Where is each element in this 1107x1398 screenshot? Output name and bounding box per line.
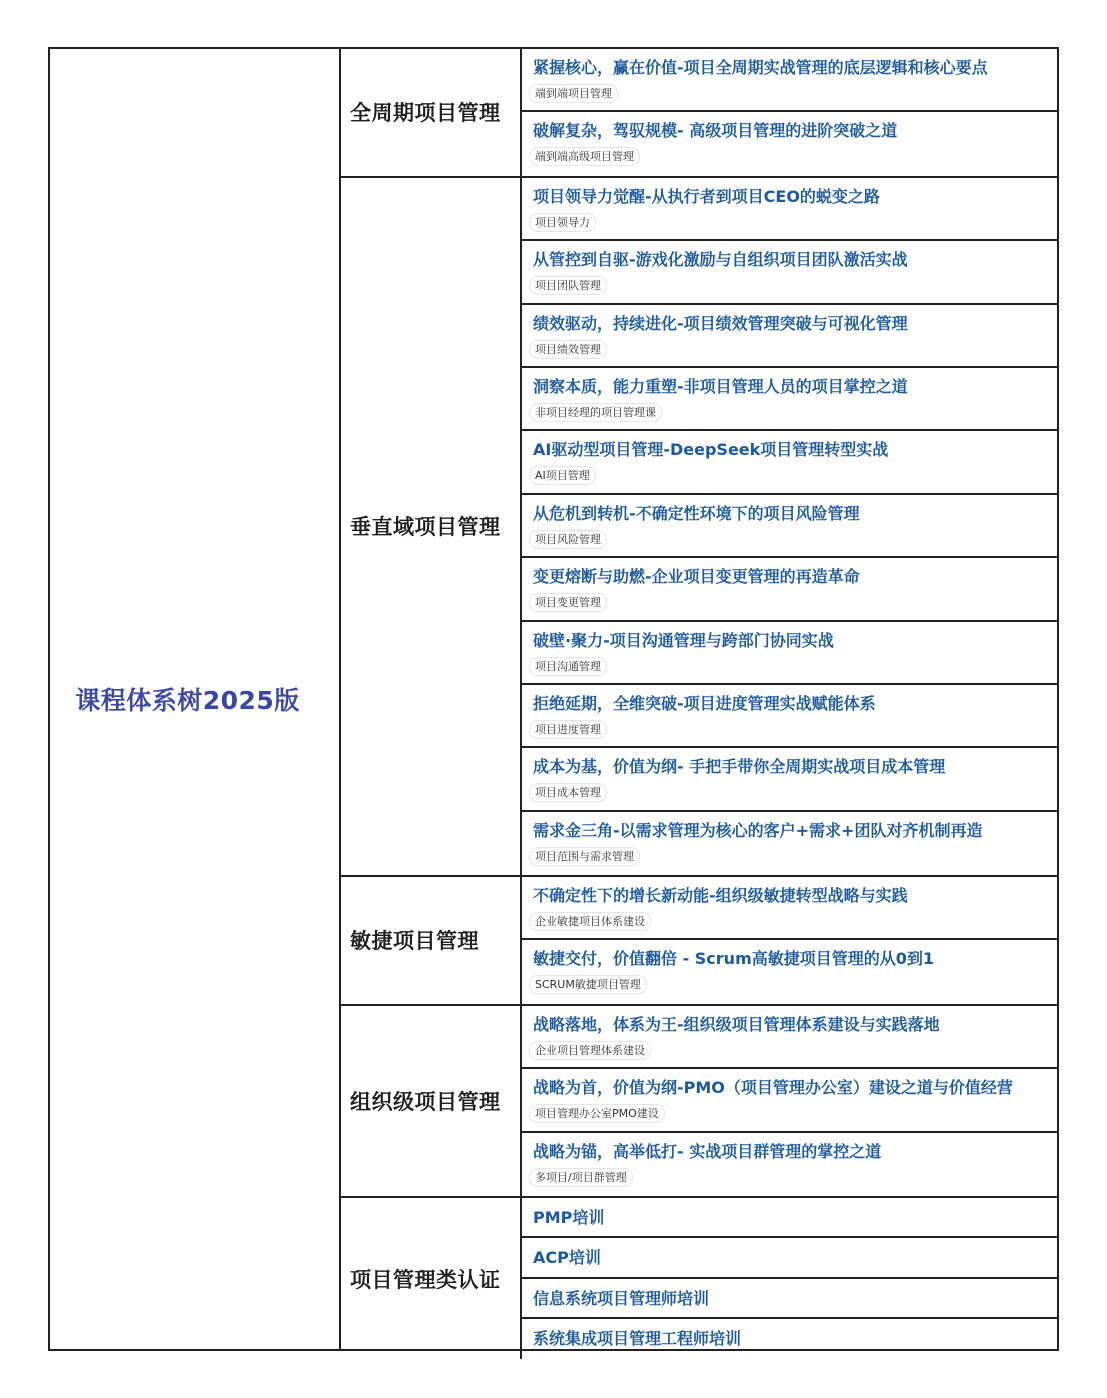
course-list [522,49,1057,176]
course-item[interactable] [522,748,1057,811]
course-tag: 企业项目管理体系建设 [529,1041,651,1060]
course-title-link[interactable]: 不确定性下的增长新动能-组织级敏捷转型战略与实践 [533,886,908,906]
course-item[interactable] [522,178,1057,241]
course-tag: 项目风险管理 [529,530,607,549]
course-item[interactable] [522,431,1057,494]
course-tag: 项目进度管理 [529,720,607,739]
course-item[interactable] [522,1069,1057,1132]
course-title-link[interactable]: 需求金三角-以需求管理为核心的客户+需求+团队对齐机制再造 [533,820,983,840]
course-tag: 端到端高级项目管理 [529,147,640,166]
course-tag: 端到端项目管理 [529,84,618,103]
category-label-cell [341,1198,522,1359]
course-item[interactable] [522,940,1057,1003]
category-vertical-domain [341,178,1057,877]
course-item[interactable] [522,368,1057,431]
course-title-link[interactable]: 战略落地，体系为王-组织级项目管理体系建设与实践落地 [533,1014,940,1034]
course-title-link[interactable]: 成本为基，价值为纲- 手把手带你全周期实战项目成本管理 [533,757,946,777]
course-tag: 项目团队管理 [529,276,607,295]
course-title-link[interactable]: ACP培训 [533,1248,601,1268]
category-label-cell [341,49,522,176]
course-item[interactable] [522,1279,1057,1319]
category-label: 组织级项目管理 [350,1089,501,1114]
course-title-link[interactable]: 从管控到自驱-游戏化激励与自组织项目团队激活实战 [533,250,908,270]
course-list [522,877,1057,1004]
course-title-link[interactable]: 战略为首，价值为纲-PMO（项目管理办公室）建设之道与价值经营 [533,1078,1013,1098]
course-tag: 项目管理办公室PMO建设 [529,1104,665,1123]
root-title: 课程体系树2025版 [75,686,300,715]
course-item[interactable] [522,305,1057,368]
category-organizational [341,1006,1057,1198]
course-list [522,178,1057,875]
course-tag: AI项目管理 [529,466,596,485]
course-title-link[interactable]: 绩效驱动，持续进化-项目绩效管理突破与可视化管理 [533,313,908,333]
course-tag: 项目变更管理 [529,593,607,612]
course-item[interactable] [522,1006,1057,1069]
course-title-link[interactable]: 变更熔断与助燃-企业项目变更管理的再造革命 [533,567,860,587]
course-title-link[interactable]: 紧握核心，赢在价值-项目全周期实战管理的底层逻辑和核心要点 [533,58,988,77]
category-label-cell [341,877,522,1004]
course-item[interactable] [522,241,1057,304]
root-cell [50,49,341,1349]
category-label: 项目管理类认证 [350,1267,501,1292]
category-label: 敏捷项目管理 [350,929,479,954]
course-tag: 非项目经理的项目管理课 [529,403,662,422]
course-item[interactable] [522,112,1057,175]
course-title-link[interactable]: AI驱动型项目管理-DeepSeek项目管理转型实战 [533,440,889,460]
course-title-link[interactable]: 信息系统项目管理师培训 [533,1288,710,1308]
course-tag: 企业敏捷项目体系建设 [529,912,651,931]
course-item[interactable] [522,49,1057,112]
category-list [341,49,1057,1349]
course-item[interactable] [522,685,1057,748]
category-label: 全周期项目管理 [350,101,501,126]
course-item[interactable] [522,495,1057,558]
course-title-link[interactable]: 敏捷交付，价值翻倍 - Scrum高敏捷项目管理的从0到1 [533,949,935,969]
course-item[interactable] [522,1198,1057,1238]
category-label-cell [341,178,522,875]
course-item[interactable] [522,812,1057,875]
category-label: 垂直域项目管理 [350,515,501,540]
course-title-link[interactable]: 项目领导力觉醒-从执行者到项目CEO的蜕变之路 [533,186,880,206]
course-list [522,1198,1057,1359]
course-item[interactable] [522,1319,1057,1359]
category-label-cell [341,1006,522,1196]
course-item[interactable] [522,877,1057,940]
course-tag: SCRUM敏捷项目管理 [529,975,647,994]
category-full-lifecycle [341,49,1057,178]
course-tag: 项目沟通管理 [529,657,607,676]
course-item[interactable] [522,1133,1057,1196]
course-title-link[interactable]: 破壁·聚力-项目沟通管理与跨部门协同实战 [533,630,834,650]
course-tag: 多项目/项目群管理 [529,1168,633,1187]
course-item[interactable] [522,1238,1057,1278]
course-title-link[interactable]: 洞察本质，能力重塑-非项目管理人员的项目掌控之道 [533,376,908,396]
course-title-link[interactable]: 战略为锚，高举低打- 实战项目群管理的掌控之道 [533,1141,882,1161]
course-title-link[interactable]: 拒绝延期，全维突破-项目进度管理实战赋能体系 [533,693,876,713]
course-tag: 项目绩效管理 [529,340,607,359]
course-item[interactable] [522,622,1057,685]
course-tag: 项目范围与需求管理 [529,847,640,866]
category-agile [341,877,1057,1006]
course-item[interactable] [522,558,1057,621]
course-tag: 项目成本管理 [529,783,607,802]
course-title-link[interactable]: 破解复杂，驾驭规模- 高级项目管理的进阶突破之道 [533,121,898,141]
course-tag: 项目领导力 [529,213,596,232]
category-certification [341,1198,1057,1359]
course-title-link[interactable]: 系统集成项目管理工程师培训 [533,1328,742,1348]
course-title-link[interactable]: PMP培训 [533,1208,605,1228]
course-list [522,1006,1057,1196]
course-system-tree [48,47,1059,1351]
course-title-link[interactable]: 从危机到转机-不确定性环境下的项目风险管理 [533,503,860,523]
